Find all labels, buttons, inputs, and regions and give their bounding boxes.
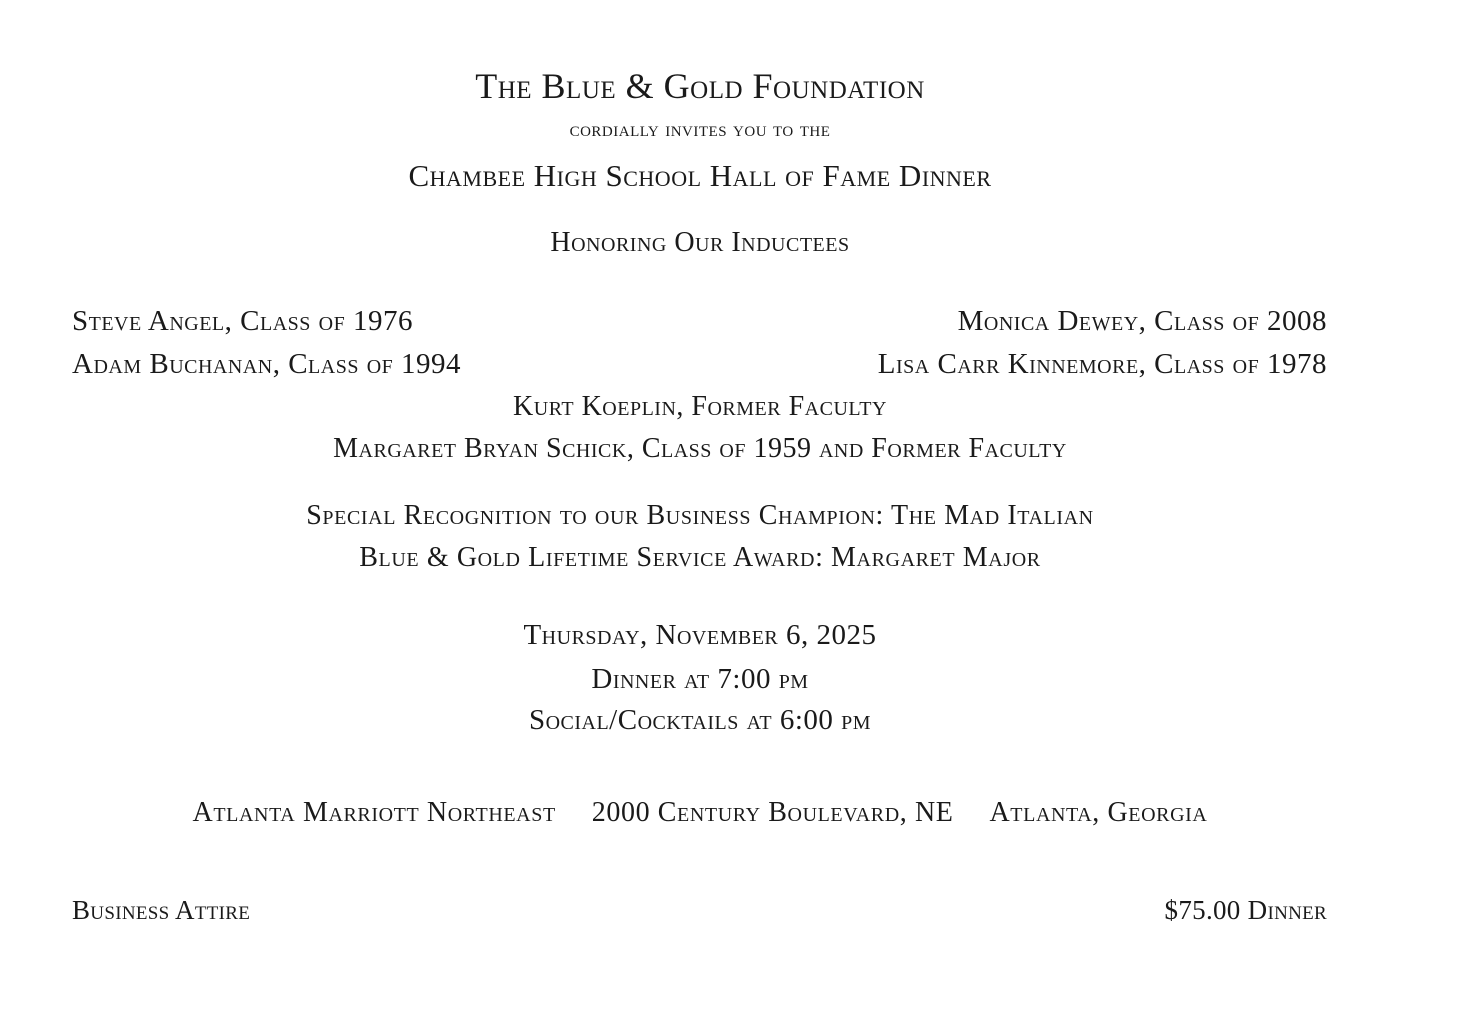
venue-address: 2000 Century Boulevard, NE — [591, 797, 954, 828]
inductee-monica-dewey: Monica Dewey, Class of 2008 — [957, 305, 1327, 337]
inductee-kurt-koeplin: Kurt Koeplin, Former Faculty — [513, 391, 887, 422]
dress-code: Business Attire — [72, 895, 251, 925]
invitation-title: The Blue & Gold Foundation — [475, 66, 925, 106]
event-date: Thursday, November 6, 2025 — [523, 619, 877, 651]
venue-city: Atlanta, Georgia — [989, 797, 1208, 828]
social-time: Social/Cocktails at 6:00 pm — [528, 704, 872, 736]
venue-name: Atlanta Marriott Northeast — [192, 797, 556, 828]
inductee-adam-buchanan: Adam Buchanan, Class of 1994 — [72, 348, 462, 380]
inductee-margaret-bryan-schick: Margaret Bryan Schick, Class of 1959 and Former Faculty — [333, 433, 1067, 464]
invitation-subtitle: cordially invites you to the — [569, 116, 831, 141]
inductee-steve-angel: Steve Angel, Class of 1976 — [72, 305, 413, 337]
venue-row — [0, 799, 1400, 827]
lifetime-service-award: Blue & Gold Lifetime Service Award: Margaret Major — [359, 542, 1041, 573]
dinner-time: Dinner at 7:00 pm — [591, 663, 809, 695]
event-name: Chambee High School Hall of Fame Dinner — [408, 158, 992, 193]
special-recognition: Special Recognition to our Business Champion: The Mad Italian — [306, 500, 1094, 531]
dinner-price: $75.00 Dinner — [1164, 895, 1327, 925]
inductee-lisa-carr-kinnemore: Lisa Carr Kinnemore, Class of 1978 — [877, 348, 1327, 380]
honoring-heading: Honoring Our Inductees — [550, 227, 850, 258]
